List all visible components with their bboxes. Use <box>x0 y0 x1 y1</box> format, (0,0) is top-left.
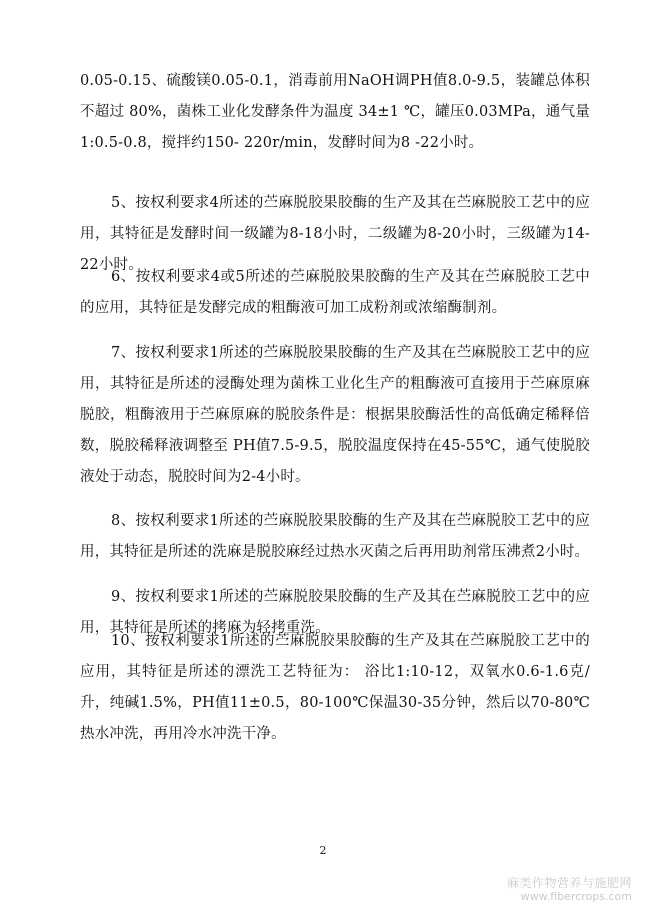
claim-6-paragraph: 6、按权利要求4或5所述的苎麻脱胶果胶酶的生产及其在苎麻脱胶工艺中的应用，其特征是发酵完成的粗酶液可加工成粉剂或浓缩酶制剂。 <box>80 269 590 316</box>
claim-9-paragraph: 9、按权利要求1所述的苎麻脱胶果胶酶的生产及其在苎麻脱胶工艺中的应用，其特征是所述的拷麻为轻拷重洗。 <box>80 589 590 636</box>
claim-continuation-paragraph: 0.05-0.15、硫酸镁0.05-0.1，消毒前用NaOH调PH值8.0-9.5，装罐总体积不超过 80%，菌株工业化发酵条件为温度 34±1 ℃，罐压0.03MPa，通气量1:0.5-0.8，搅拌约150- 220r/min，发酵时间为8 -22小时。 <box>80 73 590 151</box>
claim-8-paragraph: 8、按权利要求1所述的苎麻脱胶果胶酶的生产及其在苎麻脱胶工艺中的应用，其特征是所述的洗麻是脱胶麻经过热水灭菌之后再用助剂常压沸煮2小时。 <box>80 513 590 560</box>
claim-5-paragraph: 5、按权利要求4所述的苎麻脱胶果胶酶的生产及其在苎麻脱胶工艺中的应用，其特征是发酵时间一级罐为8-18小时，二级罐为8-20小时，三级罐为14-22小时。 <box>80 195 590 273</box>
page-number: 2 <box>319 844 327 857</box>
watermark <box>507 876 632 904</box>
claim-7-paragraph: 7、按权利要求1所述的苎麻脱胶果胶酶的生产及其在苎麻脱胶工艺中的应用，其特征是所述的浸酶处理为菌株工业化生产的粗酶液可直接用于苎麻原麻脱胶，粗酶液用于苎麻原麻的脱胶条件是：根据果胶酶活性的高低确定稀释倍数，脱胶稀释液调整至 PH值7.5-9.5，脱胶温度保持在45-55℃，通气使脱胶液处于动态，脱胶时间为2-4小时。 <box>80 345 590 485</box>
watermark-site-name: 麻类作物营养与施肥网 <box>506 876 632 890</box>
watermark-url: www.fibercrops.com <box>520 890 632 903</box>
claim-10-paragraph: 10、按权利要求1所述的苎麻脱胶果胶酶的生产及其在苎麻脱胶工艺中的应用，其特征是所述的漂洗工艺特征为： 浴比1:10-12，双氧水0.6-1.6克/升，纯碱1.5%，PH值11±0.5，80-100℃保温30-35分钟，然后以70-80℃热水冲洗，再用冷水冲洗干净。 <box>80 633 590 742</box>
